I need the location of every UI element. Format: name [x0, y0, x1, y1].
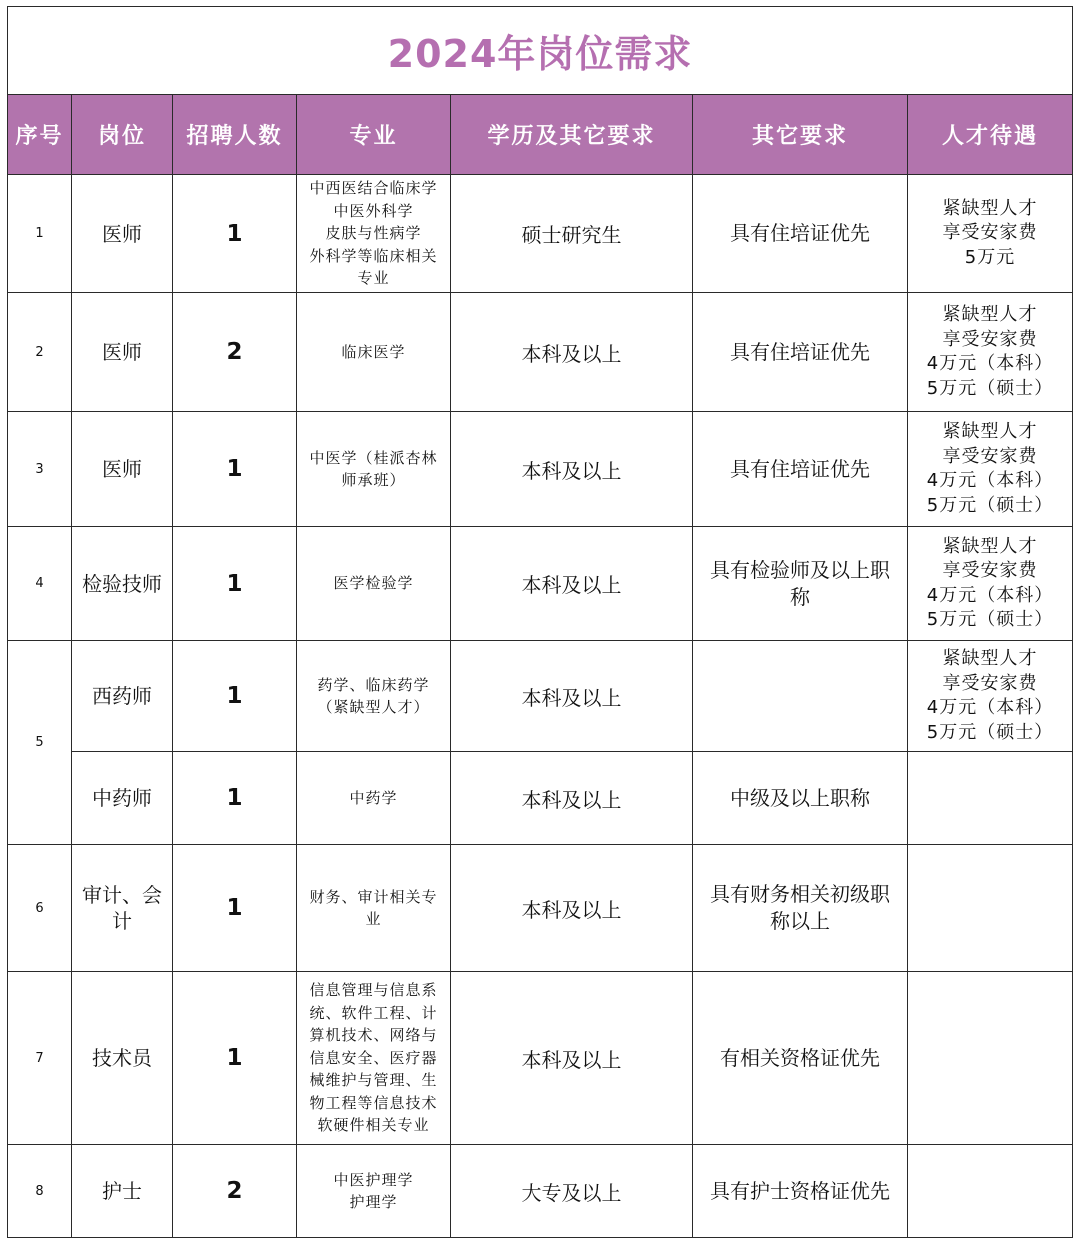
position-cell: 西药师	[72, 641, 173, 752]
position-cell: 医师	[72, 412, 173, 527]
major-line: 软硬件相关专业	[317, 1116, 430, 1135]
header-row	[8, 95, 1073, 175]
benefit-line: 5万元（硕士）	[926, 609, 1054, 630]
major-line: 中药学	[349, 788, 398, 807]
count-cell: 1	[173, 641, 297, 752]
benefit-cell	[908, 527, 1073, 641]
education-cell: 本科及以上	[451, 412, 693, 527]
major-line: 药学、临床药学	[317, 675, 430, 694]
row-number: 1	[8, 175, 72, 293]
other-line: 具有财务相关初级职	[710, 882, 890, 906]
header-major: 专业	[297, 95, 451, 175]
benefit-line: 享受安家费	[942, 222, 1038, 244]
benefit-line: 5万元（硕士）	[926, 721, 1054, 743]
other-cell	[693, 972, 908, 1145]
major-line: 业	[365, 910, 382, 928]
major-line: 中医护理学	[333, 1170, 414, 1189]
education-cell: 本科及以上	[451, 293, 693, 412]
benefit-line: 享受安家费	[942, 672, 1038, 694]
major-line: （紧缺型人才）	[317, 698, 430, 716]
table-row	[8, 972, 1073, 1145]
benefit-line: 4万元（本科）	[926, 470, 1054, 491]
row-number: 6	[8, 845, 72, 972]
table-row	[8, 412, 1073, 527]
major-cell	[297, 641, 451, 752]
major-line: 统、软件工程、计	[309, 1003, 438, 1022]
position-cell: 检验技师	[72, 527, 173, 641]
table-row	[8, 1145, 1073, 1238]
benefit-line: 5万元	[964, 246, 1016, 268]
count-cell: 1	[173, 845, 297, 972]
position-cell: 技术员	[72, 972, 173, 1145]
benefit-line: 紧缺型人才	[942, 304, 1038, 325]
major-line: 医学检验学	[333, 574, 414, 593]
other-cell	[693, 641, 908, 752]
major-line: 临床医学	[341, 342, 406, 361]
table-row	[8, 641, 1073, 752]
other-cell	[693, 527, 908, 641]
other-cell	[693, 412, 908, 527]
benefit-line: 5万元（硕士）	[926, 494, 1054, 516]
other-line: 称	[790, 584, 810, 609]
benefit-line: 紧缺型人才	[942, 197, 1038, 219]
position-cell: 医师	[72, 175, 173, 293]
row-number: 4	[8, 527, 72, 641]
table-row	[8, 752, 1073, 845]
major-line: 师承班）	[341, 471, 406, 489]
benefit-line: 紧缺型人才	[942, 421, 1038, 442]
major-line: 中西医结合临床学	[309, 179, 438, 198]
benefit-cell	[908, 412, 1073, 527]
education-cell: 大专及以上	[451, 1145, 693, 1238]
header-no: 序号	[8, 95, 72, 175]
other-line: 称以上	[770, 909, 830, 933]
other-cell	[693, 1145, 908, 1238]
major-cell	[297, 527, 451, 641]
other-line: 有相关资格证优先	[720, 1045, 880, 1070]
benefit-line: 4万元（本科）	[926, 584, 1054, 606]
education-cell: 本科及以上	[451, 527, 693, 641]
header-count: 招聘人数	[173, 95, 297, 175]
major-line: 中医学（桂派杏林	[309, 448, 438, 467]
major-cell	[297, 1145, 451, 1238]
position-cell: 中药师	[72, 752, 173, 845]
major-line: 物工程等信息技术	[309, 1093, 438, 1112]
row-number: 2	[8, 293, 72, 412]
page-title: 2024年岗位需求	[8, 7, 1073, 95]
position-cell: 医师	[72, 293, 173, 412]
count-cell: 2	[173, 293, 297, 412]
header-other: 其它要求	[693, 95, 908, 175]
header-benefit: 人才待遇	[908, 95, 1073, 175]
other-cell	[693, 293, 908, 412]
other-line: 具有护士资格证优先	[710, 1178, 890, 1203]
table-row	[8, 293, 1073, 412]
other-line: 中级及以上职称	[730, 785, 870, 810]
major-line: 财务、审计相关专	[309, 887, 438, 906]
major-line: 信息管理与信息系	[309, 981, 438, 1000]
major-line: 中医外科学	[333, 201, 414, 220]
position-cell: 审计、会计	[72, 845, 173, 972]
job-demand-sheet	[7, 6, 1072, 1238]
count-cell: 2	[173, 1145, 297, 1238]
title-row	[8, 7, 1073, 95]
benefit-cell	[908, 845, 1073, 972]
benefit-line: 享受安家费	[942, 445, 1038, 467]
header-education: 学历及其它要求	[451, 95, 693, 175]
row-number: 5	[8, 641, 72, 845]
table-row	[8, 175, 1073, 293]
major-line: 算机技术、网络与	[309, 1026, 438, 1045]
education-cell: 本科及以上	[451, 641, 693, 752]
education-cell: 本科及以上	[451, 752, 693, 845]
major-line: 皮肤与性病学	[325, 224, 422, 243]
education-cell: 硕士研究生	[451, 175, 693, 293]
benefit-cell	[908, 641, 1073, 752]
benefit-line: 紧缺型人才	[942, 535, 1038, 557]
other-cell	[693, 845, 908, 972]
table-row	[8, 527, 1073, 641]
education-cell: 本科及以上	[451, 972, 693, 1145]
job-demand-table	[7, 6, 1073, 1238]
row-number: 3	[8, 412, 72, 527]
major-line: 外科学等临床相关	[309, 246, 438, 265]
benefit-line: 4万元（本科）	[926, 353, 1054, 374]
major-line: 械维护与管理、生	[309, 1071, 438, 1090]
header-position: 岗位	[72, 95, 173, 175]
major-line: 护理学	[349, 1193, 398, 1211]
count-cell: 1	[173, 972, 297, 1145]
benefit-line: 享受安家费	[942, 560, 1038, 581]
major-cell	[297, 293, 451, 412]
benefit-line: 享受安家费	[942, 328, 1038, 350]
row-number: 8	[8, 1145, 72, 1238]
education-cell: 本科及以上	[451, 845, 693, 972]
benefit-cell	[908, 175, 1073, 293]
count-cell: 1	[173, 752, 297, 845]
major-cell	[297, 972, 451, 1145]
other-cell	[693, 752, 908, 845]
other-line: 具有住培证优先	[730, 221, 870, 245]
position-cell: 护士	[72, 1145, 173, 1238]
benefit-cell	[908, 293, 1073, 412]
major-cell	[297, 175, 451, 293]
other-line: 具有检验师及以上职	[710, 557, 890, 582]
benefit-cell	[908, 752, 1073, 845]
other-line: 具有住培证优先	[730, 339, 870, 364]
row-number: 7	[8, 972, 72, 1145]
count-cell: 1	[173, 175, 297, 293]
count-cell: 1	[173, 527, 297, 641]
benefit-line: 4万元（本科）	[926, 697, 1054, 718]
table-row	[8, 845, 1073, 972]
other-line: 具有住培证优先	[730, 456, 870, 481]
count-cell: 1	[173, 412, 297, 527]
benefit-line: 5万元（硕士）	[926, 377, 1054, 399]
major-cell	[297, 752, 451, 845]
major-cell	[297, 845, 451, 972]
major-line: 专业	[357, 269, 390, 288]
benefit-line: 紧缺型人才	[942, 648, 1038, 669]
other-cell	[693, 175, 908, 293]
major-cell	[297, 412, 451, 527]
major-line: 信息安全、医疗器	[309, 1048, 438, 1067]
benefit-cell	[908, 972, 1073, 1145]
benefit-cell	[908, 1145, 1073, 1238]
